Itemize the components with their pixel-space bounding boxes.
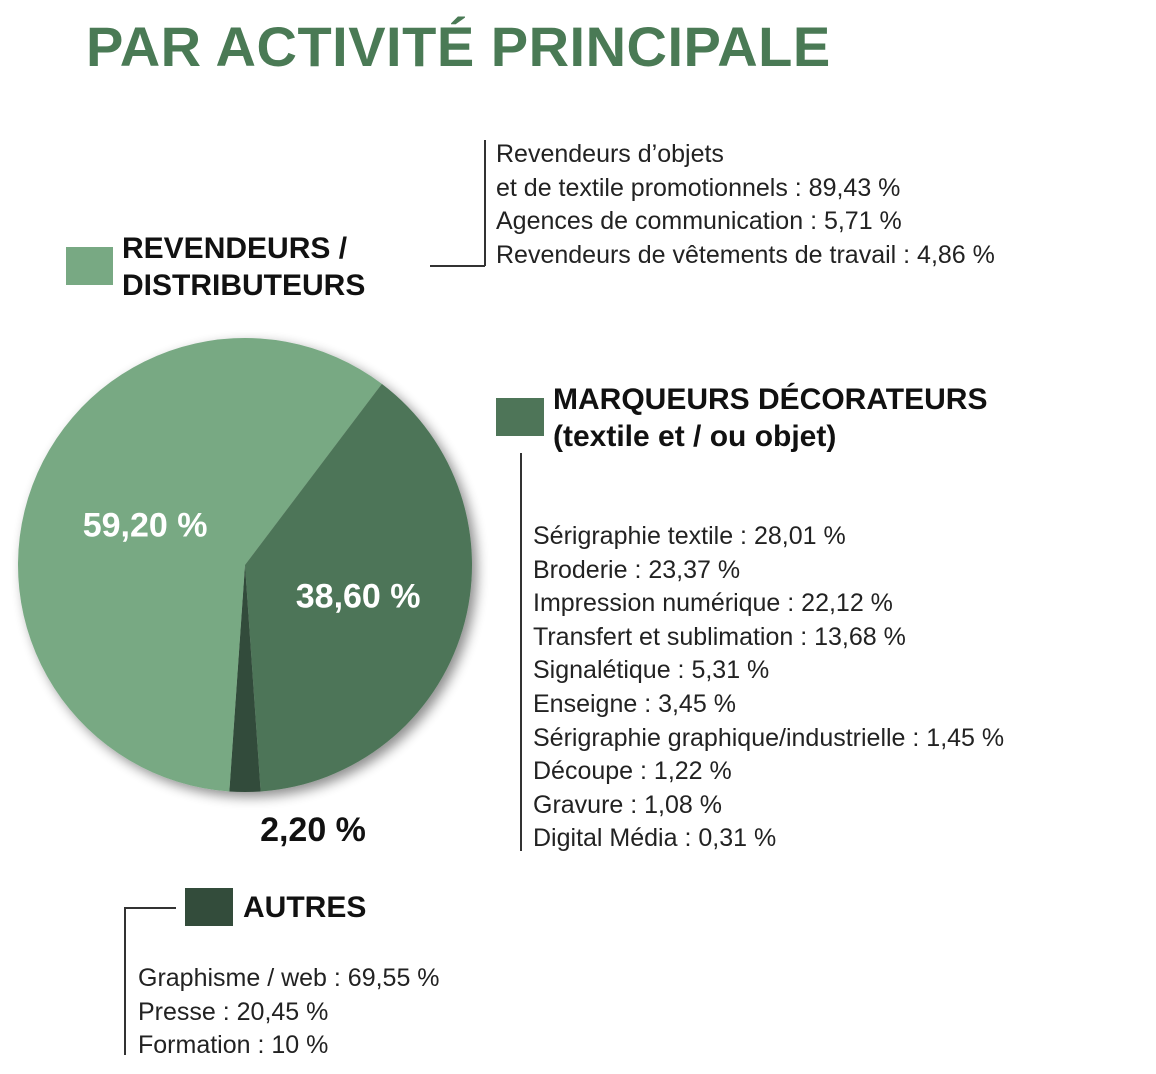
pie-label-marqueurs: 38,60 % (295, 577, 421, 616)
detail-item: Sérigraphie textile : 28,01 % (533, 522, 846, 550)
legend-label-autres: AUTRES (243, 891, 367, 924)
legend-label-revendeurs (122, 230, 365, 304)
legend-swatch-autres (185, 888, 233, 926)
detail-item: Impression numérique : 22,12 % (533, 589, 893, 618)
pie-chart (0, 320, 500, 860)
detail-item: Sérigraphie graphique/industrielle : 1,45 % (533, 723, 1005, 752)
revendeurs-connector-v (484, 140, 486, 266)
revendeurs-label-line2: DISTRIBUTEURS (122, 269, 366, 302)
detail-item: Enseigne : 3,45 % (533, 689, 736, 718)
detail-item: Revendeurs de vêtements de travail : 4,86 % (496, 240, 995, 269)
detail-item: Agences de communication : 5,71 % (496, 207, 902, 236)
marqueurs-label-line2: (textile et / ou objet) (553, 420, 837, 453)
legend-label-marqueurs (553, 381, 987, 455)
revendeurs-detail-list (496, 138, 995, 272)
marqueurs-connector-v (520, 453, 522, 851)
marqueurs-detail-list (533, 520, 1004, 856)
detail-item: Gravure : 1,08 % (533, 790, 722, 819)
pie-label-revendeurs: 59,20 % (82, 506, 208, 545)
marqueurs-label-line1: MARQUEURS DÉCORATEURS (553, 383, 988, 416)
legend-swatch-revendeurs (66, 247, 113, 285)
revendeurs-label-line1: REVENDEURS / (122, 232, 348, 265)
page-title: PAR ACTIVITÉ PRINCIPALE (86, 15, 831, 78)
detail-item: Graphisme / web : 69,55 % (138, 964, 440, 992)
detail-item: et de textile promotionnels : 89,43 % (496, 173, 901, 202)
revendeurs-connector-h (430, 265, 485, 267)
autres-connector-h (124, 907, 176, 909)
pie-label-autres: 2,20 % (260, 810, 366, 849)
detail-item: Presse : 20,45 % (138, 997, 329, 1026)
detail-item: Broderie : 23,37 % (533, 555, 741, 584)
detail-item: Découpe : 1,22 % (533, 757, 732, 786)
detail-item: Digital Média : 0,31 % (533, 824, 777, 853)
autres-connector-v (124, 907, 126, 1055)
autres-detail-list (138, 962, 440, 1063)
detail-item: Signalétique : 5,31 % (533, 656, 770, 685)
detail-item: Formation : 10 % (138, 1031, 329, 1060)
legend-swatch-marqueurs (496, 398, 544, 436)
detail-item: Transfert et sublimation : 13,68 % (533, 622, 906, 651)
detail-item: Revendeurs d’objets (496, 140, 724, 168)
